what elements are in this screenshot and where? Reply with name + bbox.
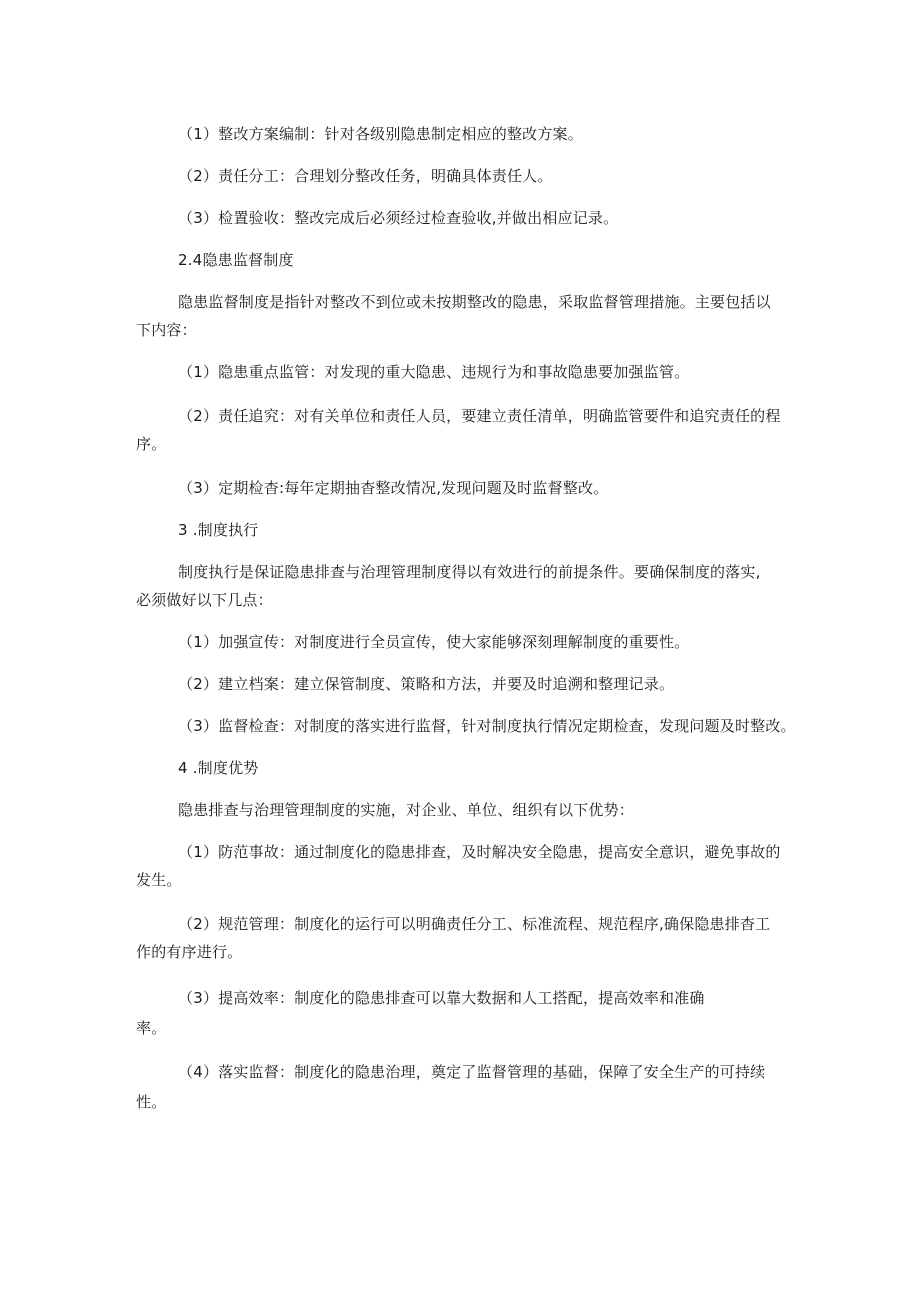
supervision-item-1: （1）隐患重点监管：对发现的重大隐患、违规行为和事故隐患要加强监管。: [178, 363, 690, 381]
advantage-item-3-line-1: （3）提高效率：制度化的隐患排查可以靠大数据和人工搭配，提高效率和准确: [178, 989, 705, 1007]
advantage-item-3-line-2: 率。: [136, 1019, 167, 1037]
execution-intro-line-1: 制度执行是保证隐患排查与治理管理制度得以有效进行的前提条件。要确保制度的落实,: [178, 563, 761, 581]
section-heading-4: 4 .制度优势: [178, 759, 259, 777]
advantage-item-2-line-2: 作的有序进行。: [136, 943, 243, 961]
supervision-intro-line-1: 隐患监督制度是指针对整改不到位或未按期整改的隐患，采取监督管理措施。主要包括以: [178, 293, 771, 311]
rectification-item-2: （2）责任分工：合理划分整改任务，明确具体责任人。: [178, 167, 553, 185]
section-heading-3: 3 .制度执行: [178, 521, 259, 539]
execution-intro-line-2: 必须做好以下几点：: [136, 591, 273, 609]
execution-item-1: （1）加强宣传：对制度进行全员宣传，使大家能够深刻理解制度的重要性。: [178, 633, 690, 651]
advantage-item-1-line-1: （1）防范事故：通过制度化的隐患排查，及时解决安全隐患，提高安全意识，避免事故的: [178, 843, 781, 861]
advantage-item-2-line-1: （2）规范管理：制度化的运行可以明确责任分工、标准流程、规范程序,确保隐患排杳工: [178, 915, 771, 933]
supervision-item-2-line-2: 序。: [136, 435, 167, 453]
advantage-item-1-line-2: 发生。: [136, 871, 182, 889]
section-heading-2-4: 2.4隐患监督制度: [178, 251, 294, 269]
rectification-item-1: （1）整改方案编制：针对各级别隐患制定相应的整改方案。: [178, 125, 583, 143]
advantage-item-4-line-2: 性。: [136, 1093, 167, 1111]
supervision-item-3: （3）定期检杳:每年定期抽杳整改情况,发现问题及时监督整改。: [178, 479, 609, 497]
execution-item-3: （3）监督检查：对制度的落实进行监督，针对制度执行情况定期检查，发现问题及时整改。: [178, 717, 796, 735]
advantage-item-4-line-1: （4）落实监督：制度化的隐患治理，奠定了监督管理的基础，保障了安全生产的可持续: [178, 1063, 766, 1081]
execution-item-2: （2）建立档案：建立保管制度、策略和方法，并要及时追溯和整理记录。: [178, 675, 675, 693]
supervision-item-2-line-1: （2）责任追究：对有关单位和责任人员，要建立责任清单，明确监管要件和追究责任的程: [178, 407, 781, 425]
rectification-item-3: （3）检置验收：整改完成后必须经过检查验收,并做出相应记录。: [178, 209, 619, 227]
supervision-intro-line-2: 下内容：: [136, 321, 197, 339]
advantages-intro: 隐患排查与治理管理制度的实施，对企业、单位、组织有以下优势：: [178, 801, 635, 819]
